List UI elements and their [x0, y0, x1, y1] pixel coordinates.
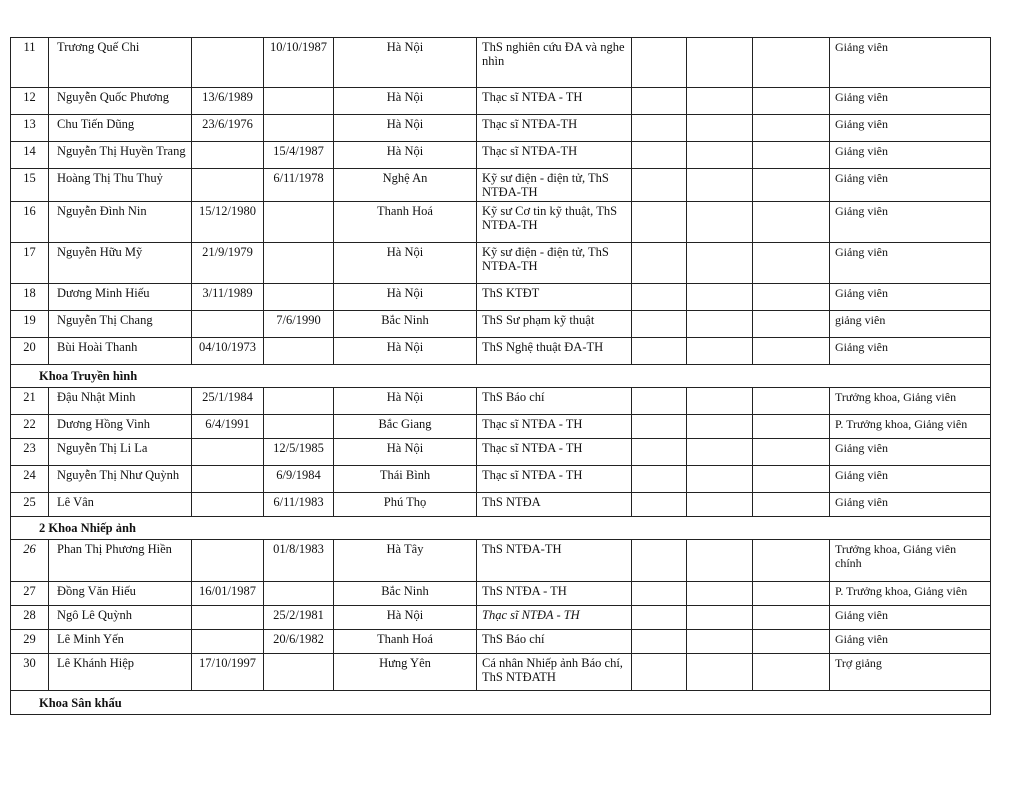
birth-date-female: 01/8/1983 [264, 540, 334, 582]
section-header-row [11, 517, 991, 540]
birth-date-female: 25/2/1981 [264, 606, 334, 630]
row-number: 18 [11, 284, 49, 311]
table-row [11, 88, 991, 115]
empty-cell [632, 415, 687, 439]
person-name: Nguyễn Thị Huyền Trang [49, 142, 192, 169]
empty-cell [687, 466, 753, 493]
position: Giảng viên [830, 338, 991, 365]
position: P. Trưởng khoa, Giảng viên [830, 415, 991, 439]
empty-cell [687, 142, 753, 169]
birth-date-male: 13/6/1989 [192, 88, 264, 115]
birth-date-female [264, 115, 334, 142]
qualification: Thạc sĩ NTĐA - TH [477, 415, 632, 439]
row-number: 21 [11, 388, 49, 415]
position: Trợ giảng [830, 654, 991, 691]
table-row [11, 338, 991, 365]
qualification: Thạc sĩ NTĐA - TH [477, 88, 632, 115]
empty-cell [753, 582, 830, 606]
empty-cell [632, 582, 687, 606]
person-name: Nguyễn Thị Li La [49, 439, 192, 466]
hometown: Hà Nội [334, 338, 477, 365]
hometown: Thái Bình [334, 466, 477, 493]
person-name: Nguyễn Quốc Phương [49, 88, 192, 115]
qualification: Kỹ sư điện - điện tử, ThS NTĐA-TH [477, 243, 632, 284]
row-number: 29 [11, 630, 49, 654]
row-number: 12 [11, 88, 49, 115]
empty-cell [687, 202, 753, 243]
person-name: Dương Hồng Vinh [49, 415, 192, 439]
person-name: Lê Minh Yến [49, 630, 192, 654]
empty-cell [687, 439, 753, 466]
empty-cell [632, 38, 687, 88]
empty-cell [632, 466, 687, 493]
empty-cell [687, 606, 753, 630]
row-number: 30 [11, 654, 49, 691]
birth-date-male [192, 466, 264, 493]
position: Trưởng khoa, Giảng viên chính [830, 540, 991, 582]
empty-cell [753, 388, 830, 415]
person-name: Lê Vân [49, 493, 192, 517]
table-row [11, 493, 991, 517]
birth-date-female: 15/4/1987 [264, 142, 334, 169]
qualification: Thạc sĩ NTĐA-TH [477, 142, 632, 169]
birth-date-male: 25/1/1984 [192, 388, 264, 415]
person-name: Trương Quế Chi [49, 38, 192, 88]
table-row [11, 388, 991, 415]
qualification: ThS Sư phạm kỹ thuật [477, 311, 632, 338]
section-header-row [11, 365, 991, 388]
row-number: 11 [11, 38, 49, 88]
qualification: Thạc sĩ NTĐA-TH [477, 115, 632, 142]
empty-cell [632, 202, 687, 243]
row-number: 28 [11, 606, 49, 630]
empty-cell [632, 115, 687, 142]
empty-cell [632, 493, 687, 517]
empty-cell [632, 606, 687, 630]
row-number: 17 [11, 243, 49, 284]
birth-date-female: 10/10/1987 [264, 38, 334, 88]
row-number: 27 [11, 582, 49, 606]
birth-date-female: 6/9/1984 [264, 466, 334, 493]
empty-cell [687, 630, 753, 654]
hometown: Hà Tây [334, 540, 477, 582]
empty-cell [753, 142, 830, 169]
position: Giảng viên [830, 284, 991, 311]
table-row [11, 142, 991, 169]
section-title: 2 Khoa Nhiếp ảnh [11, 517, 991, 540]
table-row [11, 38, 991, 88]
empty-cell [753, 38, 830, 88]
row-number: 13 [11, 115, 49, 142]
empty-cell [632, 142, 687, 169]
hometown: Hà Nội [334, 284, 477, 311]
birth-date-female: 7/6/1990 [264, 311, 334, 338]
birth-date-female [264, 338, 334, 365]
row-number: 16 [11, 202, 49, 243]
qualification: ThS nghiên cứu ĐA và nghe nhìn [477, 38, 632, 88]
table-row [11, 654, 991, 691]
birth-date-male: 15/12/1980 [192, 202, 264, 243]
position: giảng viên [830, 311, 991, 338]
birth-date-female [264, 202, 334, 243]
empty-cell [687, 311, 753, 338]
birth-date-female [264, 388, 334, 415]
hometown: Hà Nội [334, 115, 477, 142]
table-row [11, 466, 991, 493]
table-row [11, 630, 991, 654]
position: Giảng viên [830, 606, 991, 630]
empty-cell [753, 466, 830, 493]
birth-date-female [264, 284, 334, 311]
birth-date-male: 23/6/1976 [192, 115, 264, 142]
position: Giảng viên [830, 88, 991, 115]
row-number: 23 [11, 439, 49, 466]
table-row [11, 606, 991, 630]
table-row [11, 582, 991, 606]
empty-cell [687, 493, 753, 517]
table-row [11, 169, 991, 202]
table-row [11, 284, 991, 311]
person-name: Nguyễn Hữu Mỹ [49, 243, 192, 284]
birth-date-male [192, 311, 264, 338]
birth-date-male [192, 630, 264, 654]
qualification: ThS NTĐA [477, 493, 632, 517]
empty-cell [753, 415, 830, 439]
qualification: ThS NTĐA - TH [477, 582, 632, 606]
birth-date-female: 6/11/1983 [264, 493, 334, 517]
birth-date-male: 16/01/1987 [192, 582, 264, 606]
position: Giảng viên [830, 115, 991, 142]
empty-cell [632, 338, 687, 365]
empty-cell [753, 169, 830, 202]
empty-cell [687, 38, 753, 88]
empty-cell [687, 169, 753, 202]
empty-cell [687, 338, 753, 365]
qualification: ThS Báo chí [477, 630, 632, 654]
empty-cell [632, 540, 687, 582]
section-title: Khoa Truyền hình [11, 365, 991, 388]
empty-cell [753, 115, 830, 142]
empty-cell [687, 654, 753, 691]
birth-date-female [264, 88, 334, 115]
table-row [11, 202, 991, 243]
birth-date-male [192, 606, 264, 630]
person-name: Ngô Lê Quỳnh [49, 606, 192, 630]
hometown: Bắc Ninh [334, 311, 477, 338]
birth-date-male: 17/10/1997 [192, 654, 264, 691]
staff-table-page [10, 37, 990, 715]
birth-date-male: 6/4/1991 [192, 415, 264, 439]
birth-date-male: 04/10/1973 [192, 338, 264, 365]
row-number: 19 [11, 311, 49, 338]
empty-cell [632, 169, 687, 202]
empty-cell [632, 88, 687, 115]
empty-cell [632, 439, 687, 466]
empty-cell [753, 88, 830, 115]
position: Giảng viên [830, 142, 991, 169]
hometown: Hà Nội [334, 439, 477, 466]
row-number: 22 [11, 415, 49, 439]
empty-cell [687, 540, 753, 582]
empty-cell [753, 654, 830, 691]
staff-table [10, 37, 991, 715]
table-row [11, 115, 991, 142]
hometown: Hà Nội [334, 243, 477, 284]
birth-date-female: 12/5/1985 [264, 439, 334, 466]
empty-cell [687, 415, 753, 439]
empty-cell [753, 493, 830, 517]
empty-cell [753, 311, 830, 338]
empty-cell [753, 338, 830, 365]
birth-date-female [264, 243, 334, 284]
row-number: 26 [11, 540, 49, 582]
row-number: 15 [11, 169, 49, 202]
empty-cell [632, 284, 687, 311]
person-name: Đậu Nhật Minh [49, 388, 192, 415]
position: Giảng viên [830, 439, 991, 466]
empty-cell [632, 654, 687, 691]
empty-cell [753, 439, 830, 466]
empty-cell [687, 243, 753, 284]
qualification: ThS NTĐA-TH [477, 540, 632, 582]
position: Giảng viên [830, 169, 991, 202]
birth-date-male [192, 439, 264, 466]
qualification: ThS Báo chí [477, 388, 632, 415]
birth-date-male: 3/11/1989 [192, 284, 264, 311]
birth-date-female [264, 415, 334, 439]
table-row [11, 243, 991, 284]
position: Giảng viên [830, 243, 991, 284]
position: Giảng viên [830, 38, 991, 88]
person-name: Bùi Hoài Thanh [49, 338, 192, 365]
birth-date-male [192, 169, 264, 202]
position: Trưởng khoa, Giảng viên [830, 388, 991, 415]
row-number: 14 [11, 142, 49, 169]
hometown: Bắc Giang [334, 415, 477, 439]
person-name: Hoàng Thị Thu Thuỷ [49, 169, 192, 202]
birth-date-male [192, 540, 264, 582]
hometown: Thanh Hoá [334, 202, 477, 243]
qualification: ThS KTĐT [477, 284, 632, 311]
empty-cell [632, 311, 687, 338]
person-name: Đồng Văn Hiếu [49, 582, 192, 606]
hometown: Hưng Yên [334, 654, 477, 691]
person-name: Phan Thị Phương Hiền [49, 540, 192, 582]
person-name: Dương Minh Hiếu [49, 284, 192, 311]
row-number: 20 [11, 338, 49, 365]
position: Giảng viên [830, 202, 991, 243]
table-row [11, 415, 991, 439]
birth-date-male [192, 142, 264, 169]
hometown: Hà Nội [334, 142, 477, 169]
person-name: Nguyễn Thị Như Quỳnh [49, 466, 192, 493]
hometown: Hà Nội [334, 38, 477, 88]
empty-cell [753, 630, 830, 654]
section-title: Khoa Sân khấu [11, 691, 991, 715]
birth-date-female: 6/11/1978 [264, 169, 334, 202]
empty-cell [753, 284, 830, 311]
qualification: Thạc sĩ NTĐA - TH [477, 439, 632, 466]
empty-cell [632, 243, 687, 284]
position: Giảng viên [830, 493, 991, 517]
empty-cell [753, 606, 830, 630]
empty-cell [687, 88, 753, 115]
row-number: 24 [11, 466, 49, 493]
empty-cell [687, 115, 753, 142]
hometown: Thanh Hoá [334, 630, 477, 654]
qualification: Thạc sĩ NTĐA - TH [477, 466, 632, 493]
person-name: Nguyễn Thị Chang [49, 311, 192, 338]
position: Giảng viên [830, 466, 991, 493]
hometown: Nghệ An [334, 169, 477, 202]
qualification: Kỹ sư điện - điện tử, ThS NTĐA-TH [477, 169, 632, 202]
hometown: Hà Nội [334, 88, 477, 115]
empty-cell [753, 243, 830, 284]
birth-date-female [264, 582, 334, 606]
hometown: Hà Nội [334, 388, 477, 415]
table-row [11, 439, 991, 466]
qualification: ThS Nghệ thuật ĐA-TH [477, 338, 632, 365]
birth-date-male: 21/9/1979 [192, 243, 264, 284]
person-name: Chu Tiến Dũng [49, 115, 192, 142]
position: Giảng viên [830, 630, 991, 654]
empty-cell [687, 388, 753, 415]
empty-cell [753, 540, 830, 582]
qualification: Kỹ sư Cơ tin kỹ thuật, ThS NTĐA-TH [477, 202, 632, 243]
section-header-row [11, 691, 991, 715]
table-row [11, 311, 991, 338]
empty-cell [687, 284, 753, 311]
birth-date-female [264, 654, 334, 691]
empty-cell [753, 202, 830, 243]
hometown: Bắc Ninh [334, 582, 477, 606]
staff-table-body [11, 38, 991, 715]
qualification: Thạc sĩ NTĐA - TH [477, 606, 632, 630]
birth-date-female: 20/6/1982 [264, 630, 334, 654]
birth-date-male [192, 493, 264, 517]
birth-date-male [192, 38, 264, 88]
person-name: Lê Khánh Hiệp [49, 654, 192, 691]
position: P. Trưởng khoa, Giảng viên [830, 582, 991, 606]
hometown: Hà Nội [334, 606, 477, 630]
row-number: 25 [11, 493, 49, 517]
qualification: Cá nhân Nhiếp ảnh Báo chí, ThS NTĐATH [477, 654, 632, 691]
empty-cell [632, 388, 687, 415]
empty-cell [632, 630, 687, 654]
person-name: Nguyễn Đình Nin [49, 202, 192, 243]
hometown: Phú Thọ [334, 493, 477, 517]
table-row [11, 540, 991, 582]
empty-cell [687, 582, 753, 606]
